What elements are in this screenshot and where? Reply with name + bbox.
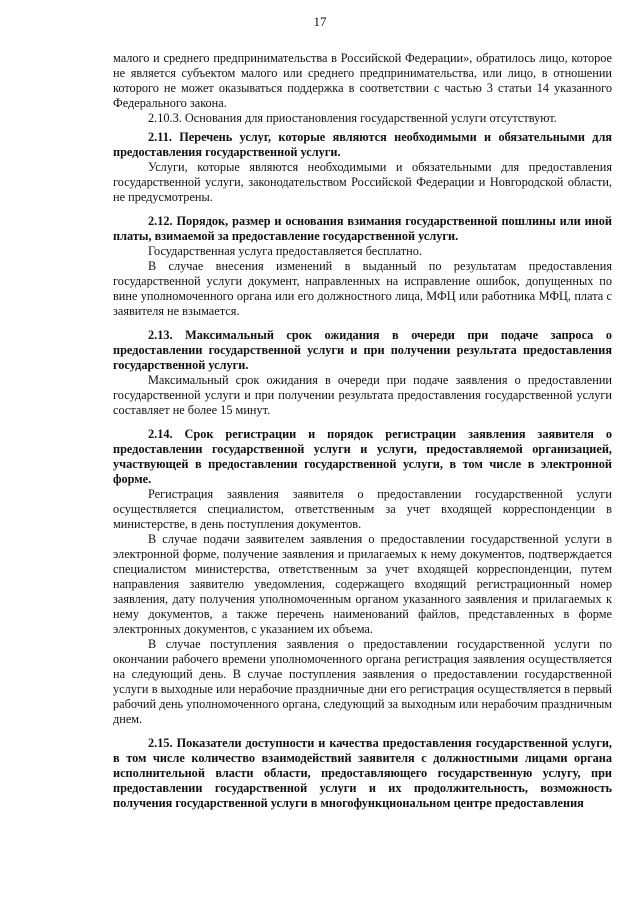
paragraph-required-services: Услуги, которые являются необходимыми и обязательными для предоставления государственной услуги, законодательством Российской Федерации и Новгородской области, не предусмотрены. [113,160,612,204]
heading-2-11: 2.11. Перечень услуг, которые являются необходимыми и обязательными для предоставления государственной услуги. [113,130,612,159]
paragraph-electronic-submission: В случае подачи заявителем заявления о предоставлении государственной услуги в электронной форме, получение заявления и прилагаемых к нему документов, подтверждается специалистом министерства, ответственным за учет входящей корреспонденции, путем направления заявителю уведомления, содержащего входящий регистрационный номер заявления, дату получения уполномоченным органом указанного заявления и прилагаемых к нему документов, а также перечень наименований файлов, представленных в форме электронных документов, с указанием их объема. [113,532,612,636]
heading-2-13: 2.13. Максимальный срок ожидания в очереди при подаче запроса о предоставлении государственной услуги и при получении результата предоставления государственной услуги. [113,328,612,372]
page-number: 17 [313,14,327,29]
document-body [113,51,612,811]
paragraph-error-correction: В случае внесения изменений в выданный по результатам предоставления государственной услуги документ, направленных на исправление ошибок, допущенных по вине уполномоченного органа или его должностного лица, МФЦ или работника МФЦ, плата с заявителя не взымается. [113,259,612,318]
paragraph-free-service: Государственная услуга предоставляется бесплатно. [148,244,422,258]
heading-2-14: 2.14. Срок регистрации и порядок регистрации заявления заявителя о предоставлении государственной услуги и услуги, предоставляемой организацией, участвующей в предоставлении государственной услуги, в том числе в электронной форме. [113,427,612,486]
paragraph-continuation: малого и среднего предпринимательства в Российской Федерации», обратилось лицо, которое не является субъектом малого или среднего предпринимательства, или лицо, в отношении которого не может оказываться поддержка в соответствии с частью 3 статьи 14 указанного Федерального закона. [113,51,612,110]
heading-2-15: 2.15. Показатели доступности и качества предоставления государственной услуги, в том числе количество взаимодействий заявителя с должностными лицами органа исполнительной власти области, предоставляющего государственную услугу, при предоставлении государственной услуги и их продолжительность, возможность получения государственной услуги в многофункциональном центре предоставления [113,736,612,810]
paragraph-max-wait: Максимальный срок ожидания в очереди при подаче заявления о предоставлении государственной услуги и при получении результата предоставления государственной услуги составляет не более 15 минут. [113,373,612,417]
heading-2-12: 2.12. Порядок, размер и основания взимания государственной пошлины или иной платы, взимаемой за предоставление государственной услуги. [113,214,612,243]
paragraph-suspension-grounds: 2.10.3. Основания для приостановления государственной услуги отсутствуют. [148,111,557,125]
paragraph-registration: Регистрация заявления заявителя о предоставлении государственной услуги осуществляется специалистом, ответственным за учет входящей корреспонденции в министерстве, в день поступления документов. [113,487,612,531]
paragraph-after-hours: В случае поступления заявления о предоставлении государственной услуги по окончании рабочего времени уполномоченного органа регистрация заявления осуществляется на следующий день. В случае поступления заявления о предоставлении государственной услуги в выходные или нерабочие праздничные дни его регистрация осуществляется в первый рабочий день уполномоченного органа, следующий за выходным или нерабочим праздничным днем. [113,637,612,726]
